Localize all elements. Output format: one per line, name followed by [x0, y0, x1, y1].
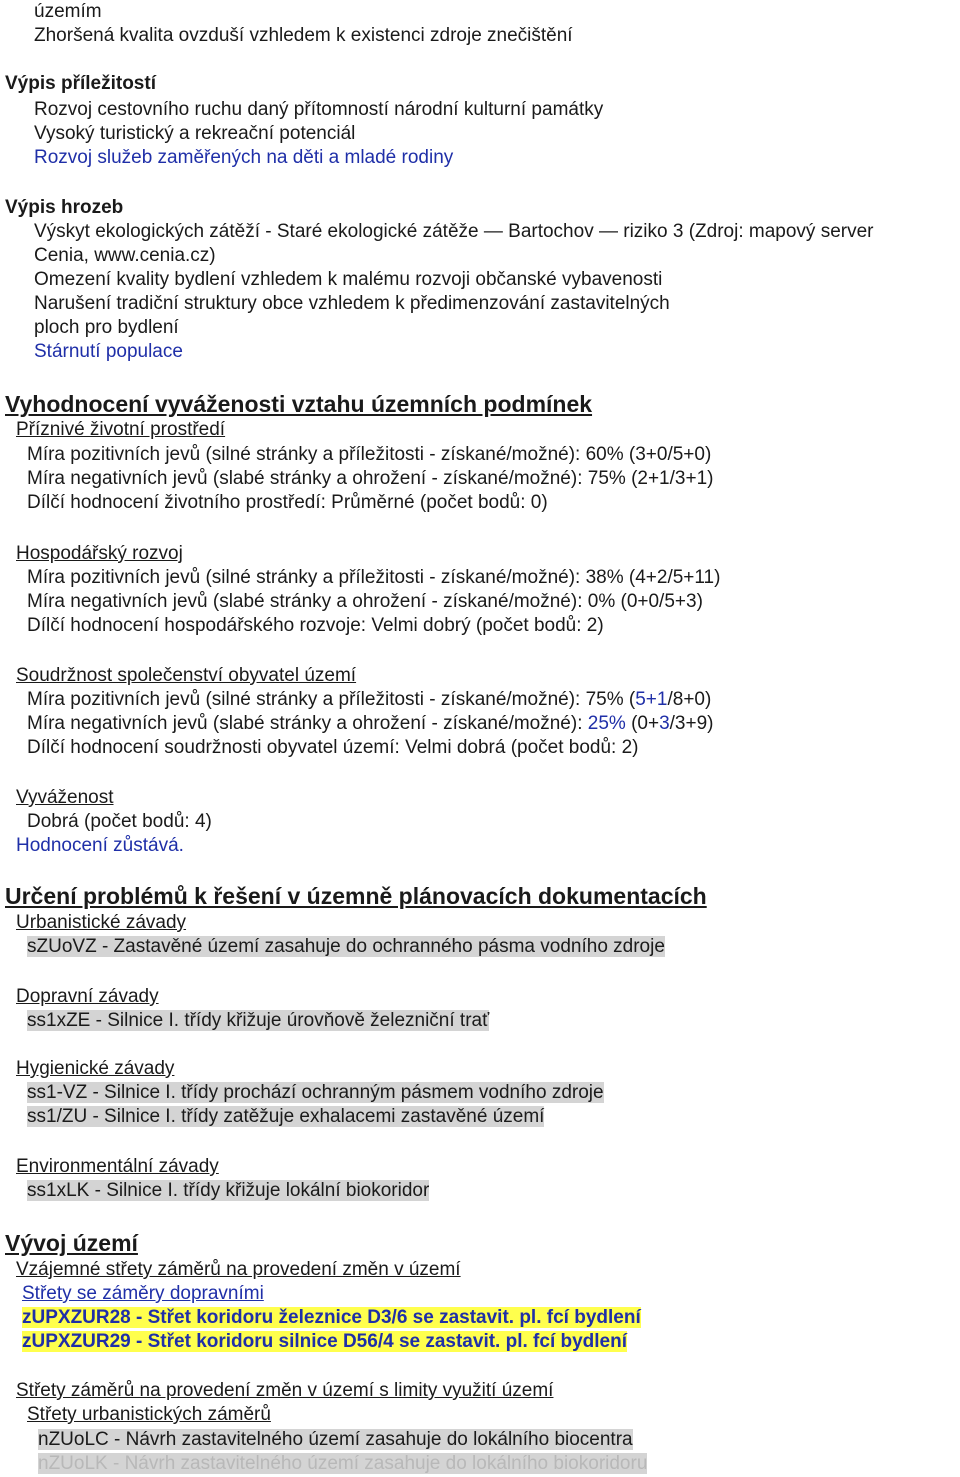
social-result: Dílčí hodnocení soudržnosti obyvatel území: Velmi dobrá (počet bodů: 2) — [27, 737, 639, 758]
opportunities-heading: Výpis příležitostí — [5, 73, 156, 94]
balance-title: Vyváženost — [16, 787, 114, 808]
threats-heading: Výpis hrozeb — [5, 197, 124, 218]
problem-item — [27, 1081, 604, 1105]
mutual-sub: Střety se záměry dopravními — [22, 1283, 264, 1304]
hygiene-title: Hygienické závady — [16, 1058, 175, 1079]
limit-item — [38, 1452, 647, 1476]
problem-item-text: ss1/ZU - Silnice I. třídy zatěžuje exhalacemi zastavěné území — [27, 1106, 545, 1127]
development-heading: Vývoj území — [5, 1230, 138, 1256]
env-positive: Míra pozitivních jevů (silné stránky a příležitosti - získané/možné): 60% (3+0/5+0) — [27, 444, 712, 465]
econ-result: Dílčí hodnocení hospodářského rozvoje: Velmi dobrý (počet bodů: 2) — [27, 615, 604, 636]
opportunity-item: Rozvoj služeb zaměřených na děti a mladé rodiny — [34, 147, 454, 168]
problem-item-text: sZUoVZ - Zastavěné území zasahuje do ochranného pásma vodního zdroje — [27, 936, 665, 957]
social-negative — [27, 712, 714, 736]
econ-negative: Míra negativních jevů (slabé stránky a ohrožení - získané/možné): 0% (0+0/5+3) — [27, 591, 703, 612]
opportunity-item: Rozvoj cestovního ruchu daný přítomností národní kulturní památky — [34, 99, 604, 120]
evaluation-heading: Vyhodnocení vyváženosti vztahu územních podmínek — [5, 391, 593, 417]
limit-item-text: nZUoLC - Návrh zastavitelného území zasahuje do lokálního biocentra — [38, 1429, 633, 1450]
problems-heading: Určení problémů k řešení v územně plánovacích dokumentacích — [5, 883, 707, 909]
conflict-item-text: zUPXZUR28 - Střet koridoru železnice D3/6 se zastavit. pl. fcí bydlení — [22, 1307, 641, 1328]
limits-title: Střety záměrů na provedení změn v území s limity využití území — [16, 1380, 554, 1401]
env-negative: Míra negativních jevů (slabé stránky a ohrožení - získané/možné): 75% (2+1/3+1) — [27, 468, 714, 489]
social-positive-highlight: 5+1 — [635, 689, 668, 710]
problem-item — [27, 1009, 489, 1033]
threat-item: Výskyt ekologických zátěží - Staré ekologické zátěže — Bartochov — riziko 3 (Zdroj: mapový server — [34, 221, 874, 242]
urban-title: Urbanistické závady — [16, 912, 187, 933]
econ-positive: Míra pozitivních jevů (silné stránky a příležitosti - získané/možné): 38% (4+2/5+11) — [27, 567, 721, 588]
limit-item-text: nZUoLK - Návrh zastavitelného území zasahuje do lokálního biokoridoru — [38, 1453, 648, 1474]
intro-line-2: Zhoršená kvalita ovzduší vzhledem k existenci zdroje znečištění — [34, 25, 573, 46]
problem-item-text: ss1-VZ - Silnice I. třídy prochází ochranným pásmem vodního zdroje — [27, 1082, 604, 1103]
env-result: Dílčí hodnocení životního prostředí: Průměrné (počet bodů: 0) — [27, 492, 548, 513]
social-negative-percent: 25% — [587, 713, 626, 734]
opportunity-item: Vysoký turistický a rekreační potenciál — [34, 123, 356, 144]
env-title: Příznivé životní prostředí — [16, 419, 226, 440]
threat-item: Omezení kvality bydlení vzhledem k malému rozvoji občanské vybavenosti — [34, 269, 663, 290]
conflict-item — [22, 1330, 627, 1354]
conflict-item — [22, 1306, 641, 1330]
limits-sub: Střety urbanistických záměrů — [27, 1404, 271, 1425]
problem-item — [27, 1179, 429, 1203]
problem-item — [27, 935, 665, 959]
mutual-title: Vzájemné střety záměrů na provedení změn v území — [16, 1259, 461, 1280]
problem-item-text: ss1xZE - Silnice I. třídy křižuje úrovňově železniční trať — [27, 1010, 490, 1031]
threat-item: Cenia, www.cenia.cz) — [34, 245, 216, 266]
problem-item-text: ss1xLK - Silnice I. třídy křižuje lokální biokoridor — [27, 1180, 430, 1201]
conflict-item-text: zUPXZUR29 - Střet koridoru silnice D56/4 se zastavit. pl. fcí bydlení — [22, 1331, 628, 1352]
balance-value: Dobrá (počet bodů: 4) — [27, 811, 212, 832]
threat-item: ploch pro bydlení — [34, 317, 179, 338]
social-negative-highlight: 3 — [659, 713, 670, 734]
problem-item — [27, 1105, 544, 1129]
environment-title: Environmentální závady — [16, 1156, 219, 1177]
social-positive-text: Míra pozitivních jevů (silné stránky a příležitosti - získané/možné): 75% ( — [27, 689, 636, 710]
threat-item: Narušení tradiční struktury obce vzhledem k předimenzování zastavitelných — [34, 293, 670, 314]
intro-line-1: územím — [34, 1, 102, 22]
transport-title: Dopravní závady — [16, 986, 159, 1007]
social-positive — [27, 688, 711, 712]
econ-title: Hospodářský rozvoj — [16, 543, 183, 564]
balance-note: Hodnocení zůstává. — [16, 835, 184, 856]
threat-item: Stárnutí populace — [34, 341, 183, 362]
social-title: Soudržnost společenství obyvatel území — [16, 665, 357, 686]
social-negative-text: Míra negativních jevů (slabé stránky a ohrožení - získané/možné): — [27, 713, 588, 734]
social-negative-tail: /3+9) — [669, 713, 714, 734]
social-negative-mid: (0+ — [625, 713, 660, 734]
social-positive-tail: /8+0) — [667, 689, 712, 710]
limit-item — [38, 1428, 633, 1452]
